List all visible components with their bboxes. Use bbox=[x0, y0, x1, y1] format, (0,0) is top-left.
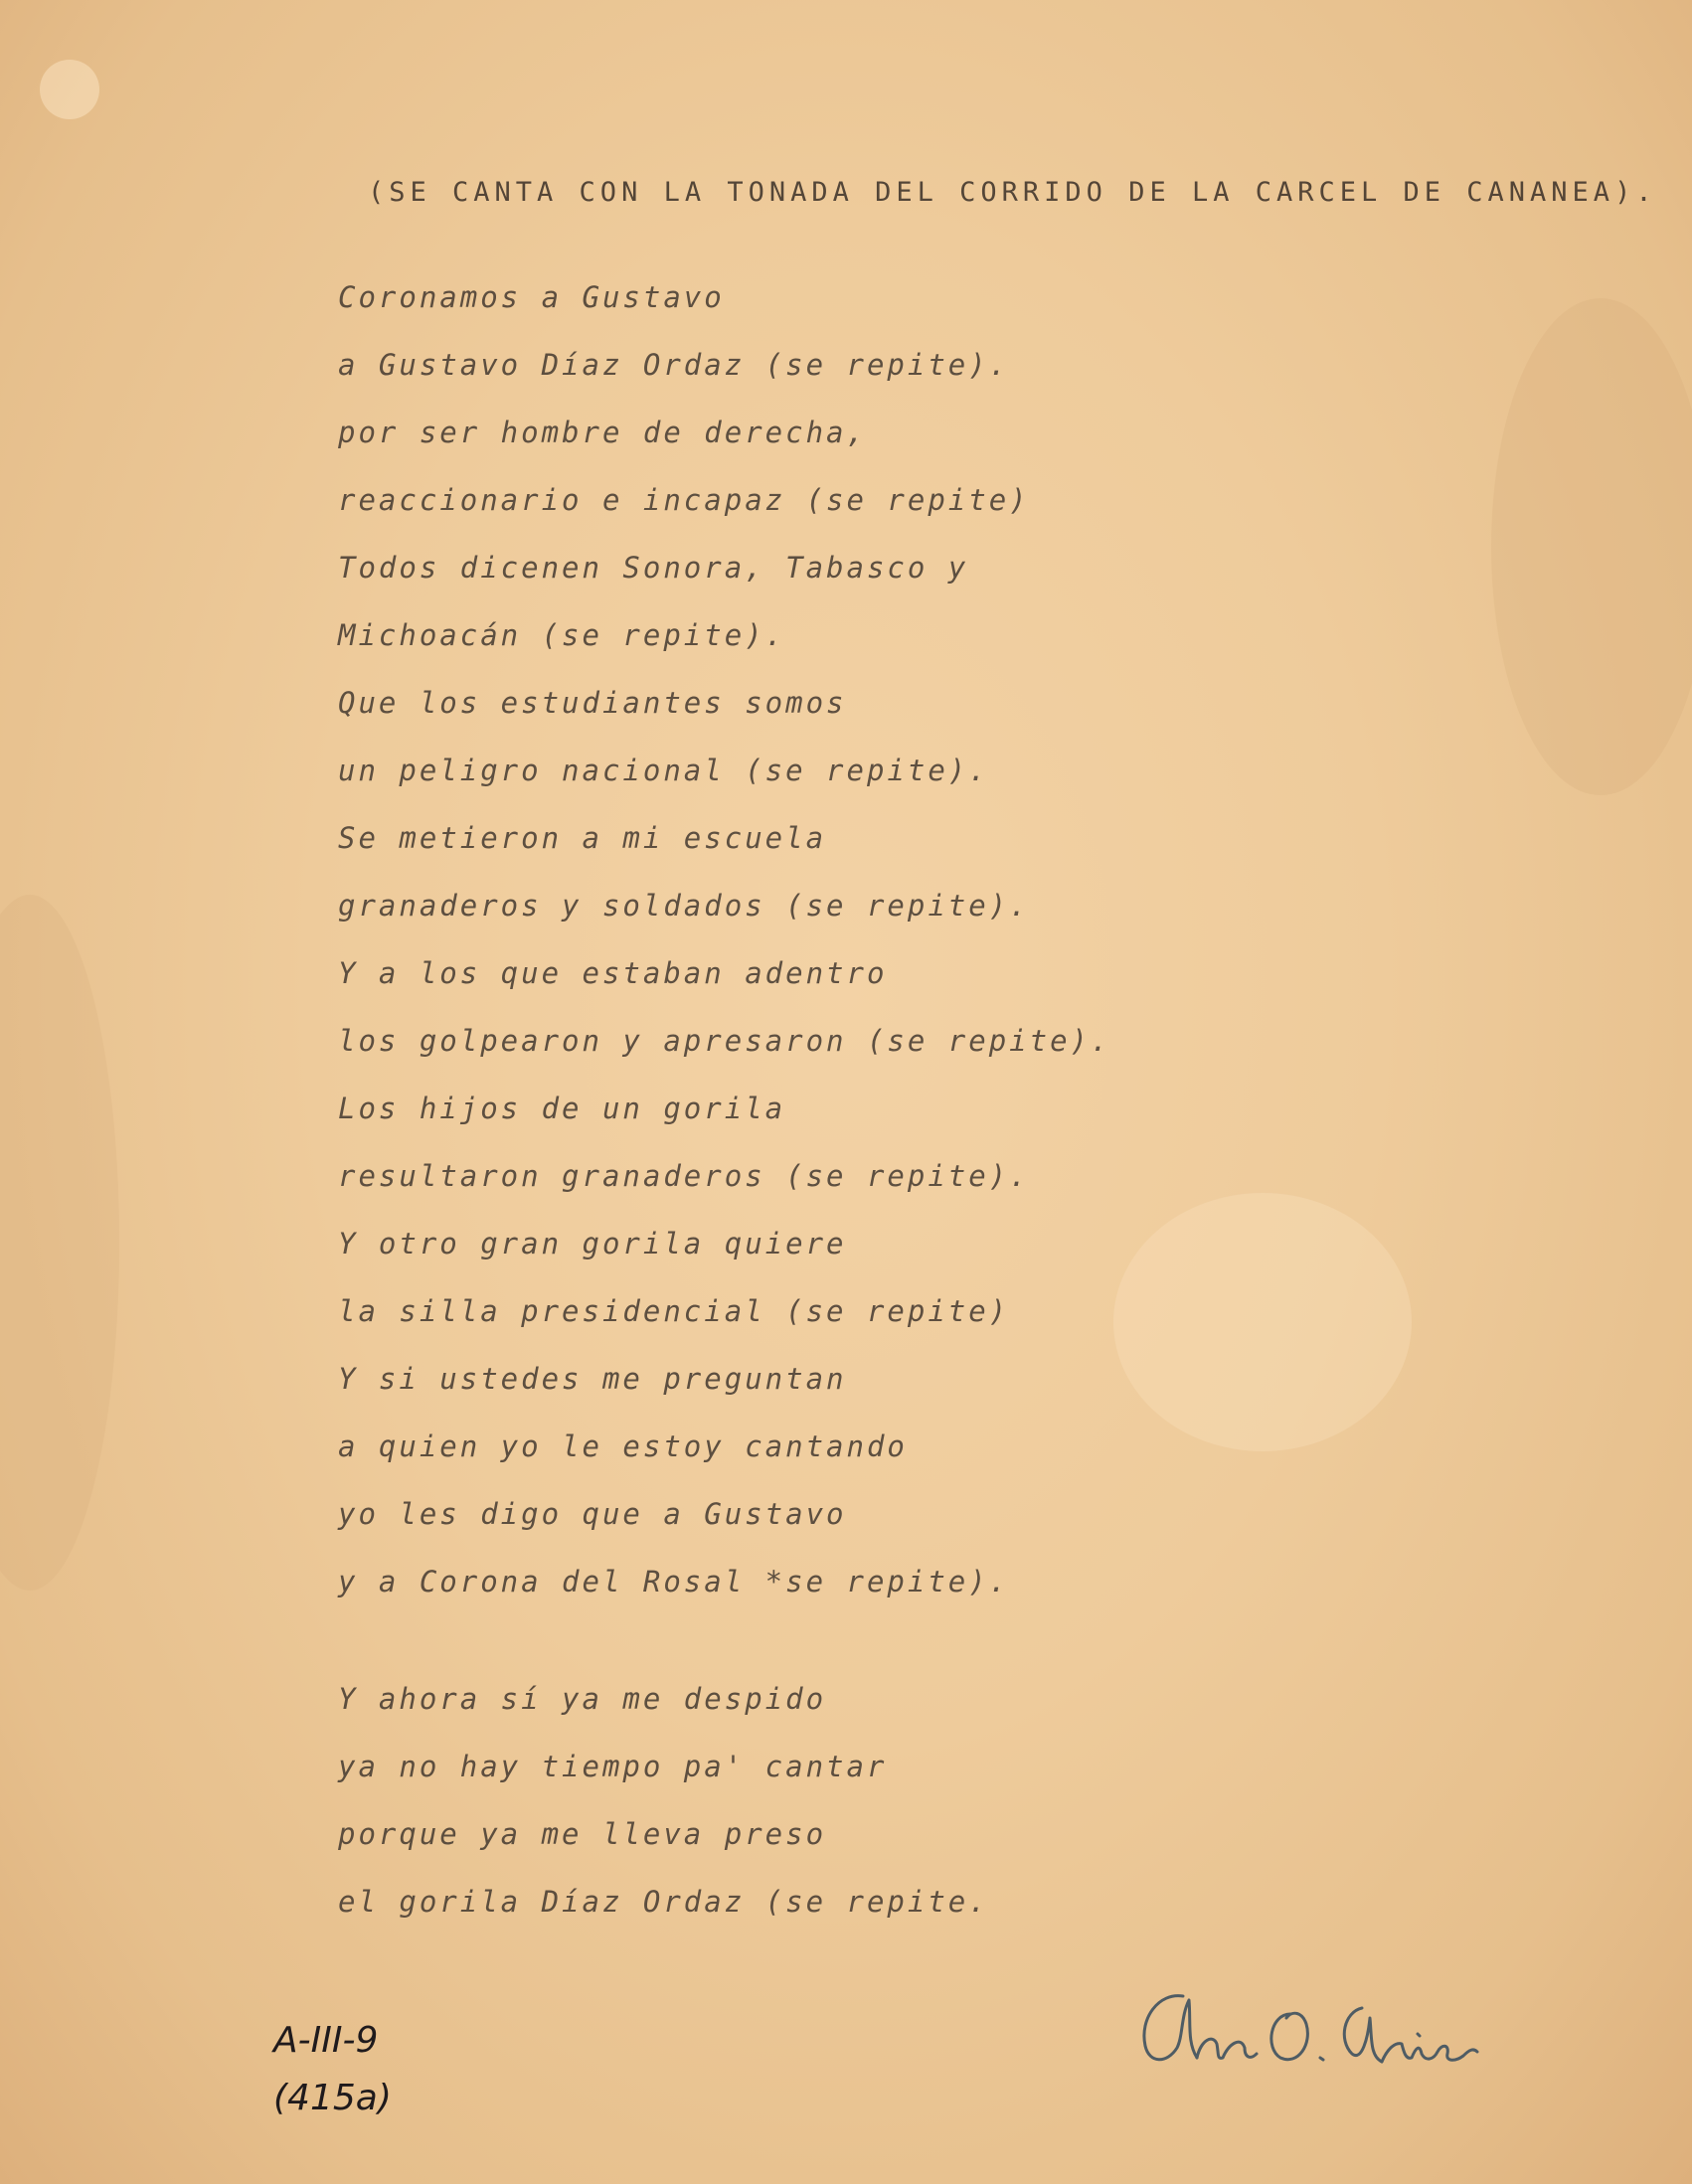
verse-line: un peligro nacional (se repite). bbox=[338, 754, 989, 787]
verse-line: por ser hombre de derecha, bbox=[338, 416, 867, 449]
paper-stain bbox=[40, 60, 99, 119]
verse-line: Y otro gran gorila quiere bbox=[338, 1227, 847, 1260]
verse-line: granaderos y soldados (se repite). bbox=[338, 889, 1030, 923]
catalog-subnumber: (415a) bbox=[273, 2078, 392, 2118]
verse-line: porque ya me lleva preso bbox=[338, 1817, 827, 1851]
verse-line: reaccionario e incapaz (se repite) bbox=[338, 483, 1030, 517]
signature-drawing bbox=[1131, 1978, 1489, 2088]
verse-line: los golpearon y apresaron (se repite). bbox=[338, 1024, 1111, 1058]
verse-line: Y a los que estaban adentro bbox=[338, 956, 888, 990]
paper-stain bbox=[1491, 298, 1692, 795]
handwritten-signature bbox=[1131, 1978, 1489, 2088]
verse-line: Todos dicenen Sonora, Tabasco y bbox=[338, 551, 969, 585]
verse-line: Coronamos a Gustavo bbox=[338, 280, 725, 314]
verse-line: a Gustavo Díaz Ordaz (se repite). bbox=[338, 348, 1010, 382]
song-tune-header: (SE CANTA CON LA TONADA DEL CORRIDO DE LA CARCEL DE CANANEA). bbox=[368, 177, 1657, 208]
verse-line: Michoacán (se repite). bbox=[338, 618, 786, 652]
verse-line: el gorila Díaz Ordaz (se repite. bbox=[338, 1885, 989, 1919]
paper-stain bbox=[0, 895, 119, 1591]
verse-line: Y ahora sí ya me despido bbox=[338, 1682, 827, 1716]
verse-line: y a Corona del Rosal *se repite). bbox=[338, 1565, 1010, 1598]
catalog-number: A-III-9 bbox=[273, 2020, 379, 2061]
verse-line: Se metieron a mi escuela bbox=[338, 821, 827, 855]
verse-line: yo les digo que a Gustavo bbox=[338, 1497, 847, 1531]
verse-line: Y si ustedes me preguntan bbox=[338, 1362, 847, 1396]
verse-line: resultaron granaderos (se repite). bbox=[338, 1159, 1030, 1193]
verse-line: Que los estudiantes somos bbox=[338, 686, 847, 720]
verse-line: la silla presidencial (se repite) bbox=[338, 1294, 1010, 1328]
paper-stain bbox=[1113, 1193, 1412, 1451]
verse-line: ya no hay tiempo pa' cantar bbox=[338, 1750, 888, 1783]
verse-line: a quien yo le estoy cantando bbox=[338, 1429, 908, 1463]
verse-line: Los hijos de un gorila bbox=[338, 1092, 786, 1125]
